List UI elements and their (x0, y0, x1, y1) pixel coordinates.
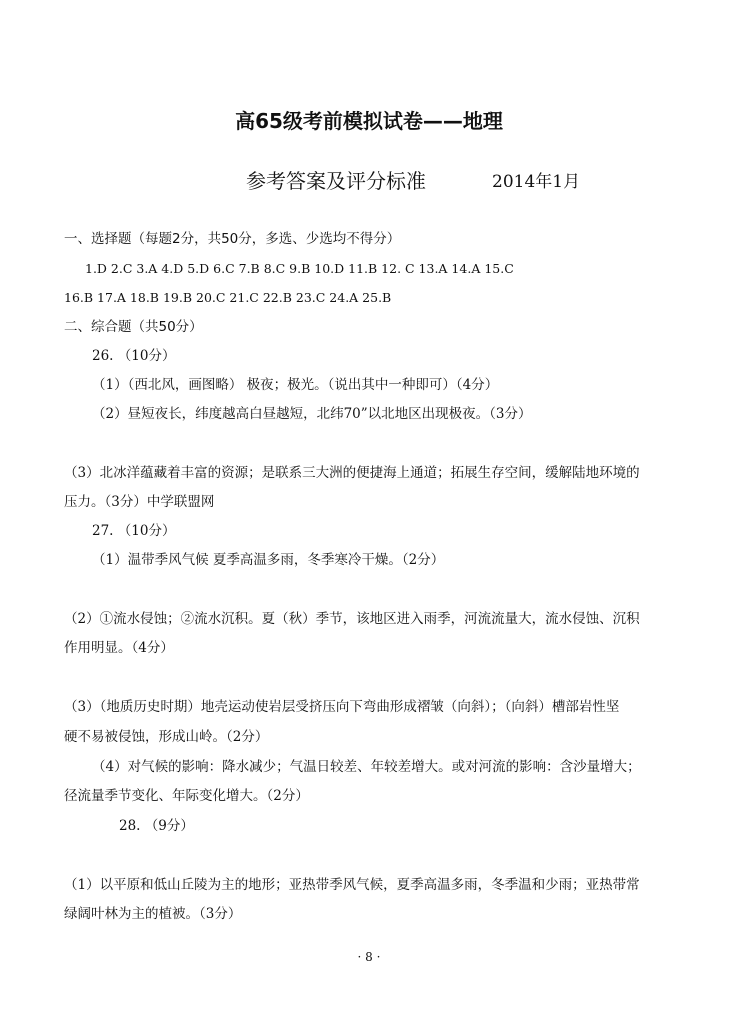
document-title: 高65级考前模拟试卷——地理 (235, 109, 503, 133)
q28-label: 28. （9分） (119, 818, 194, 834)
q27-part3-line1: （3）（地质历史时期）地壳运动使岩层受挤压向下弯曲形成褶皱（向斜）；（向斜）槽部岩性坚 (64, 699, 620, 715)
section2-heading: 二、综合题（共50分） (64, 319, 203, 335)
q26-part3-line1: （3）北冰洋蕴藏着丰富的资源；是联系三大洲的便捷海上通道；拓展生存空间，缓解陆地环境的 (64, 465, 640, 481)
q26-part3-line2: 压力。（3分）中学联盟网 (64, 494, 215, 510)
q27-part3-line2: 硬不易被侵蚀，形成山岭。（2分） (64, 729, 269, 745)
q27-part4-line1: （4）对气候的影响：降水减少；气温日较差、年较差增大。或对河流的影响：含沙量增大； (92, 759, 641, 775)
q26-part2: （2）昼短夜长，纬度越高白昼越短，北纬70”以北地区出现极夜。（3分） (92, 406, 532, 422)
q28-part1-line2: 绿阔叶林为主的植被。（3分） (64, 906, 242, 922)
q27-label: 27. （10分） (92, 523, 176, 539)
document-subtitle: 参考答案及评分标准 (246, 169, 426, 193)
q26-part1: （1）（西北风，画图略） 极夜；极光。（说出其中一种即可）（4分） (92, 377, 499, 393)
answers-row1: 1.D 2.C 3.A 4.D 5.D 6.C 7.B 8.C 9.B 10.D 11.B 12. C 13.A 14.A 15.C (85, 261, 514, 276)
q26-label: 26. （10分） (92, 348, 176, 364)
q27-part4-line2: 径流量季节变化、年际变化增大。（2分） (64, 788, 309, 804)
page-number: · 8 · (357, 950, 381, 964)
q27-part2-line2: 作用明显。（4分） (64, 640, 174, 656)
q27-part1: （1）温带季风气候 夏季高温多雨，冬季寒冷干燥。（2分） (92, 552, 445, 568)
document-date: 2014年1月 (492, 172, 581, 192)
q27-part2-line1: （2）①流水侵蚀；②流水沉积。夏（秋）季节，该地区进入雨季，河流流量大，流水侵蚀、沉积 (64, 611, 640, 627)
section1-heading: 一、选择题（每题2分，共50分，多选、少选均不得分） (64, 231, 401, 247)
answers-row2: 16.B 17.A 18.B 19.B 20.C 21.C 22.B 23.C 24.A 25.B (64, 290, 392, 305)
q28-part1-line1: （1）以平原和低山丘陵为主的地形；亚热带季风气候，夏季高温多雨，冬季温和少雨；亚热带常 (64, 877, 640, 893)
